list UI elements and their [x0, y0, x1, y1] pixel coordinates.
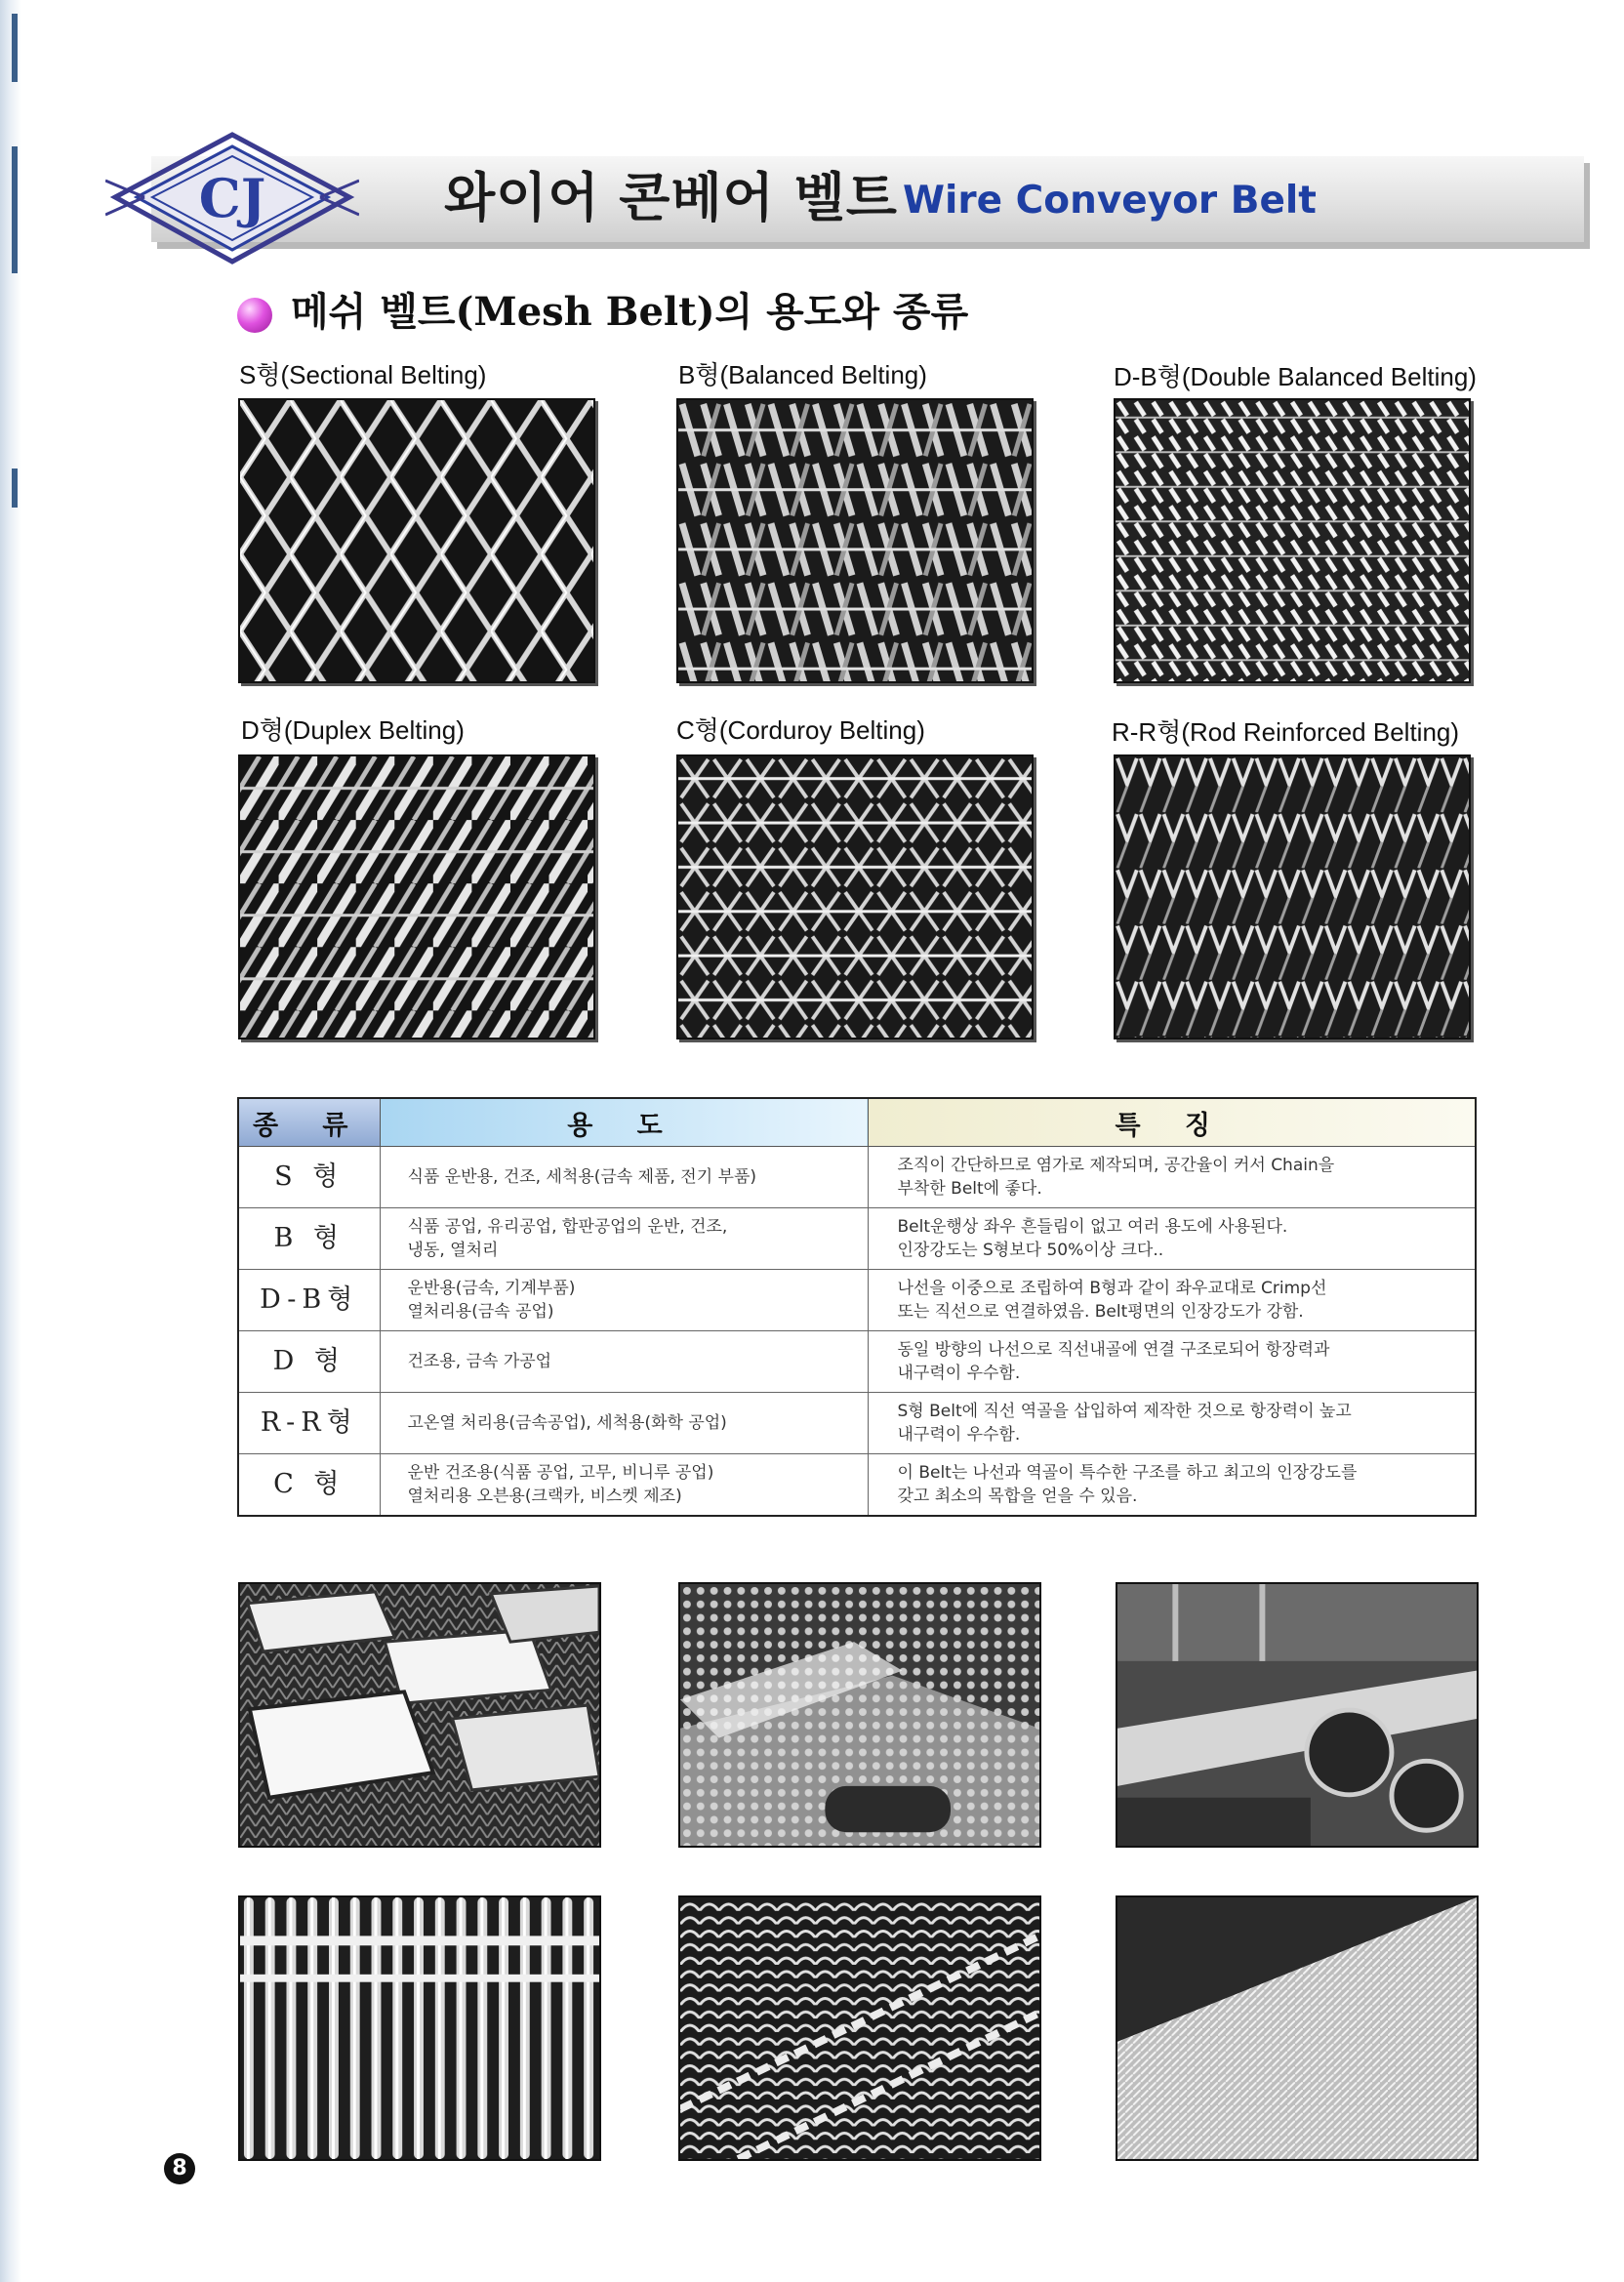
belt-image-rr [1114, 754, 1471, 1039]
photo-trays-on-mesh-belt [238, 1582, 601, 1848]
feature-line: 내구력이 우수함. [897, 1364, 1021, 1383]
belt-image-b [676, 398, 1034, 683]
table-cell-use [380, 1331, 868, 1393]
belt-image-db [1114, 398, 1471, 683]
table-cell-feature [868, 1270, 1476, 1331]
svg-text:CJ: CJ [198, 167, 266, 229]
table-cell-use [380, 1454, 868, 1517]
table-cell-type: R-R형 [238, 1393, 380, 1454]
photo-fine-mesh-belt [1116, 1895, 1479, 2161]
feature-line: 인장강도는 S형보다 50%이상 크다.. [897, 1241, 1164, 1260]
use-line: 운반 건조용(식품 공업, 고무, 비니루 공업) [407, 1463, 714, 1483]
table-cell-use [380, 1147, 868, 1208]
table-cell-use [380, 1208, 868, 1270]
cj-logo [105, 127, 359, 273]
table-row [238, 1393, 1476, 1454]
edge-mark [12, 14, 18, 82]
feature-line: 부착한 Belt에 좋다. [897, 1179, 1042, 1199]
use-line: 식품 운반용, 건조, 세척용(금속 제품, 전기 부품) [407, 1167, 756, 1187]
table-cell-use [380, 1270, 868, 1331]
feature-line: 나선을 이중으로 조립하여 B형과 같이 좌우교대로 Crimp선 [897, 1279, 1327, 1298]
section-heading: 메쉬 벨트(Mesh Belt)의 용도와 종류 [291, 289, 969, 335]
page-number: 8 [164, 2153, 195, 2184]
use-line: 식품 공업, 유리공업, 합판공업의 운반, 건조, [407, 1217, 728, 1237]
table-header-row [238, 1098, 1476, 1147]
table-cell-type: B 형 [238, 1208, 380, 1270]
photo-wire-loops-closeup [238, 1895, 601, 2161]
page-title-english: Wire Conveyor Belt [903, 179, 1317, 223]
table-cell-feature [868, 1147, 1476, 1208]
belt-caption-b: B형(Balanced Belting) [678, 360, 927, 389]
feature-line: 이 Belt는 나선과 역골이 특수한 구조를 하고 최고의 인장강도를 [897, 1463, 1358, 1483]
feature-line: 갖고 최소의 목합을 얻을 수 있음. [897, 1487, 1138, 1506]
table-row [238, 1270, 1476, 1331]
feature-line: 조직이 간단하므로 염가로 제작되며, 공간율이 커서 Chain을 [897, 1156, 1335, 1175]
feature-line: Belt운행상 좌우 흔들림이 없고 여러 용도에 사용된다. [897, 1217, 1288, 1237]
use-line: 건조용, 금속 가공업 [407, 1352, 552, 1371]
edge-mark [12, 146, 18, 273]
table-header-type: 종 류 [238, 1098, 380, 1147]
table-cell-feature [868, 1393, 1476, 1454]
table-cell-use [380, 1393, 868, 1454]
belt-caption-c: C형(Corduroy Belting) [676, 715, 925, 745]
belt-caption-rr: R-R형(Rod Reinforced Belting) [1112, 717, 1460, 747]
table-cell-feature [868, 1208, 1476, 1270]
table-cell-type: S 형 [238, 1147, 380, 1208]
belt-image-c [676, 754, 1034, 1039]
table-row [238, 1208, 1476, 1270]
table-cell-feature [868, 1331, 1476, 1393]
edge-mark [12, 469, 18, 508]
table-header-feature: 특 징 [868, 1098, 1476, 1147]
table-cell-feature [868, 1454, 1476, 1517]
use-line: 냉동, 열처리 [407, 1241, 499, 1260]
feature-line: 내구력이 우수함. [897, 1425, 1021, 1445]
table-cell-type: C 형 [238, 1454, 380, 1517]
photo-chain-edge-mesh [678, 1895, 1041, 2161]
feature-line: 동일 방향의 나선으로 직선내골에 연결 구조로되어 항장력과 [897, 1340, 1330, 1360]
table-cell-type: D-B형 [238, 1270, 380, 1331]
use-line: 운반용(금속, 기계부품) [407, 1279, 576, 1298]
table-row [238, 1454, 1476, 1517]
table-cell-type: D 형 [238, 1331, 380, 1393]
feature-line: 또는 직선으로 연결하였음. Belt평면의 인장강도가 강함. [897, 1302, 1304, 1322]
belt-image-s [238, 398, 595, 683]
photo-belt-conveyor-machine [1116, 1582, 1479, 1848]
table-row [238, 1147, 1476, 1208]
belt-image-d [238, 754, 595, 1039]
table-header-use: 용 도 [380, 1098, 868, 1147]
page-title-korean: 와이어 콘베어 벨트 [444, 167, 898, 228]
table-row [238, 1331, 1476, 1393]
section-bullet-icon [237, 298, 272, 333]
feature-line: S형 Belt에 직선 역골을 삽입하여 제작한 것으로 항장력이 높고 [897, 1402, 1352, 1421]
photo-belt-over-roller [678, 1582, 1041, 1848]
page-edge-strip [0, 0, 21, 2282]
belt-caption-d: D형(Duplex Belting) [241, 715, 465, 745]
use-line: 열처리용 오븐용(크랙카, 비스켓 제조) [407, 1487, 682, 1506]
use-line: 열처리용(금속 공업) [407, 1302, 554, 1322]
belt-usage-table [237, 1097, 1477, 1517]
use-line: 고온열 처리용(금속공업), 세척용(화학 공업) [407, 1413, 727, 1433]
belt-caption-s: S형(Sectional Belting) [239, 360, 487, 389]
belt-caption-db: D-B형(Double Balanced Belting) [1114, 362, 1477, 391]
